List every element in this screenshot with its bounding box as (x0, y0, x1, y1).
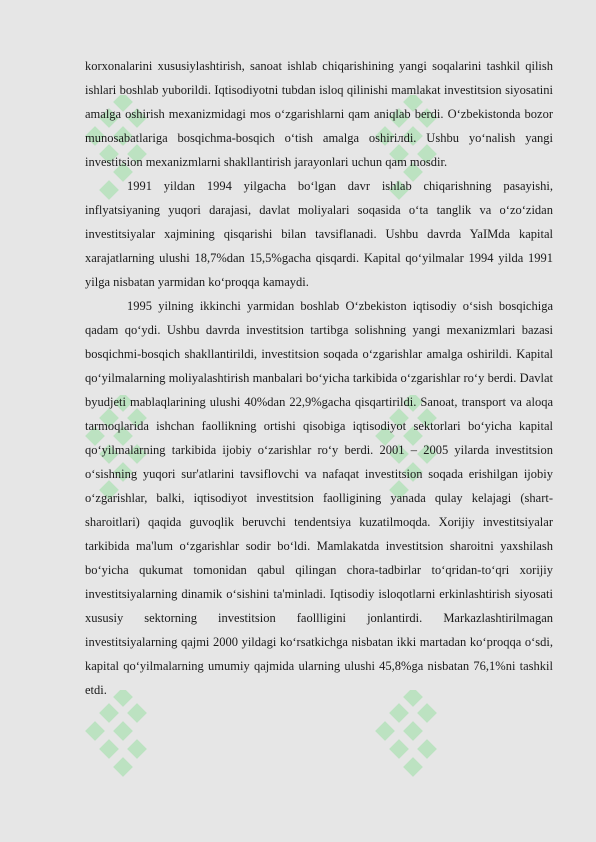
paragraph-1: korxonalarini xususiylashtirish, sanoat ishlab chiqarishining yangi soqalarini tashkil qilish ishlari boshlab yuborildi. Iqtisodiyotni tubdan isloq qilinishi mamlakat investitsion siyosatini amalga oshirish mexanizmidagi mos o‘zgarishlarni qam aniqlab berdi. O‘zbekistonda bozor munosabatlariga bosqichma-bosqich o‘tish amalga oshiriлdi. Ushbu yo‘nalish yangi investitsion mexanizmlarni shakllantirish jarayonlari uchun qam mosdir. (85, 59, 553, 169)
document-body (85, 54, 553, 702)
paragraph-2: 1991 yildan 1994 yilgacha bo‘lgan davr ishlab chiqarishning pasayishi, inflyatsiyaning yuqori darajasi, davlat moliyalari soqasida o‘ta tanglik va o‘zo‘zidan investitsiyalar xajmining qisqarishi bilan tavsiflanadi. Ushbu davrda YaIMda kapital xarajatlarning ulushi 18,7%dan 15,5%gacha qisqardi. Kapital qo‘yilmalar 1994 yilda 1991 yilga nisbatan yarmidan ko‘proqqa kamaydi. (85, 179, 553, 289)
watermark-logo-icon (370, 690, 450, 800)
watermark-logo-icon (80, 690, 160, 800)
paragraph-3: 1995 yilning ikkinchi yarmidan boshlab O‘zbekiston iqtisodiy o‘sish bosqichiga qadam qo‘ydi. Ushbu davrda investitsion tartibga solishning yangi mexanizmlari bazasi bosqichmi-bosqich shakllantirildi, investitsion soqada o‘zgarishlar amalga oshirildi. Kapital qo‘yilmalarning moliyalashtirish manbalari bo‘yicha tarkibida o‘zgarishlar ro‘y berdi. Davlat byudjeti mablaqlarining ulushi 40%dan 22,9%gacha qisqartirildi. Sanoat, transport va aloqa tarmoqlarida ishchan faollikning ortishi qisobiga iqtisodiyot sektorlari bo‘yicha kapital qo‘yilmalarning tarkibida ijobiy o‘zarishlar ro‘y berdi. 2001 – 2005 yilarda investitsion o‘sishning yuqori sur'atlarini tavsiflovchi va nafaqat investitsion soqada erishilgan ijobiy o‘zgarishlar, balki, iqtisodiyot investitsion faolligining yanada qulay kelajagi (shart-sharoitlari) qaqida guvoqlik beruvchi tendentsiya kuzatilmoqda. Xorijiy investitsiyalar tarkibida ma'lum o‘zgarishlar sodir bo‘ldi. Mamlakatda investitsion sharoitni yaxshilash bo‘yicha qukumat tomonidan qabul qilingan chora-tadbirlar to‘qridan-to‘qri xorijiy investitsiyalarning dinamik o‘sishini ta'minladi. Iqtisodiy isloqotlarni erkinlashtirish siyosati xususiy sektorning investitsion faollligini jonlantirdi. Markazlashtirilmagan investitsiyalarning qajmi 2000 yildagi ko‘rsatkichga nisbatan ikki martadan ko‘proqqa o‘sdi, kapital qo‘yilmalarning umumiy qajmida ularning ulushi 45,8%ga nisbatan 76,1%ni tashkil etdi. (85, 299, 553, 697)
